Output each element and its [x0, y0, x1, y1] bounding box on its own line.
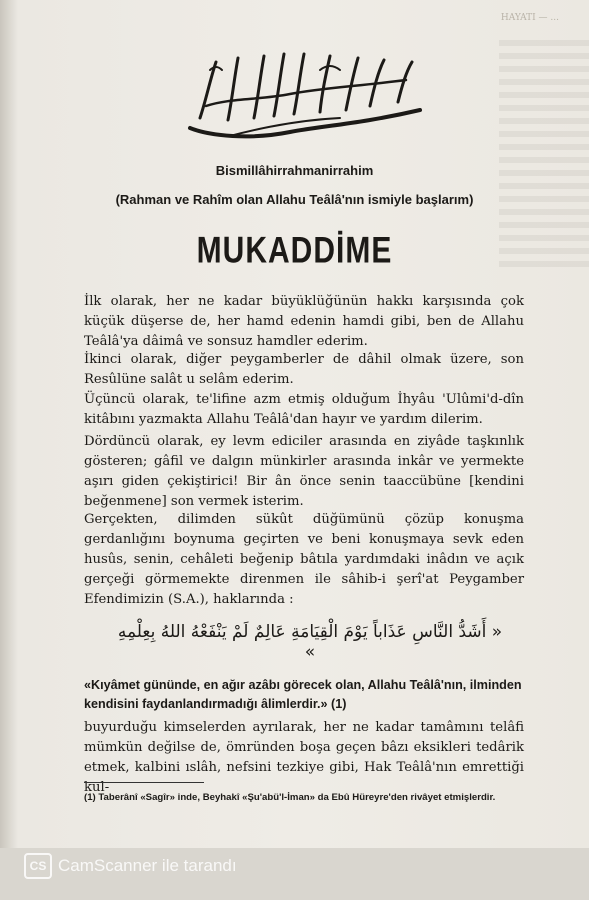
- closing-paragraph: buyurduğu kimselerden ayrılarak, her ne kadar tamâmını telâfi mümkün değilse de, ömründen boşa geçen bâzı eksikleri tedârik etmek, kalbini ıslâh, nefsini tezkiye gibi, Hak Teâlâ'nın emrettiği kul-: [84, 720, 524, 795]
- footnote-divider: [84, 782, 204, 783]
- hadith-arabic: « أَشَدُّ النَّاسِ عَذَاباً يَوْمَ الْقِيَامَةِ عَالِمٌ لَمْ يَنْفَعْهُ اللهُ بِعِلْمِهِ »: [117, 622, 503, 662]
- camscanner-watermark: [24, 852, 237, 880]
- paragraph-3: Üçüncü olarak, te'lifine azm etmiş olduğum İhyâu 'Ulûmi'd-dîn kitâbını yazmakta Allahu Teâlâ'dan hayır ve yardım dilerim.: [84, 392, 524, 427]
- paragraph-1: İlk olarak, her ne kadar büyüklüğünün hakkı karşısında çok küçük düşerse de, her hamd edenin hamdi gibi, ben de Allahu Teâlâ'ya dâimâ ve sonsuz hamdler ederim.: [84, 294, 524, 349]
- camscanner-logo-icon: CS: [24, 853, 52, 879]
- basmala-calligraphy: [170, 40, 440, 150]
- basmala-transliteration: Bismillâhirrahmanirrahim: [215, 163, 374, 178]
- footnote: (1) Taberânî «Sagîr» inde, Beyhakî «Şu'abü'l-İman» da Ebû Hüreyre'den rivâyet etmişlerdir.: [84, 792, 496, 803]
- watermark-text: CamScanner ile tarandı: [58, 856, 237, 875]
- running-head: HAYATI — ...: [500, 13, 559, 23]
- hadith-translation: «Kıyâmet gününde, en ağır azâbı görecek olan, Allahu Teâlâ'nın, ilminden kendisini faydanlandırmadığı âlimlerdir.» (1): [84, 678, 522, 711]
- paragraph-5: Gerçekten, dilimden sükût düğümünü çözüp konuşma gerdanlığını boynuma geçirten ve beni konuşmaya sevk eden husûs, senin, cehâleti beğenip bâtıla yardımdaki inâdın ve açık gerçeği görmemekte direnmen ile sâhib-i şerî'at Peygamber Efendimizin (S.A.), haklarında :: [84, 512, 524, 607]
- page-title: MUKADDİME: [196, 230, 393, 272]
- paragraph-2: İkinci olarak, diğer peygamberler de dâhil olmak üzere, son Resûlüne salât u selâm ederim.: [84, 352, 524, 387]
- paragraph-4: Dördüncü olarak, ey levm ediciler arasında en ziyâde taşkınlık gösteren; gâfil ve dalgın münkirler arasında inkâr ve yermekte aşırı giden çekiştirici! Bir ân önce senin taaccübüne [kendini beğenmene] son vermek isterim.: [84, 434, 524, 509]
- basmala-translation: (Rahman ve Rahîm olan Allahu Teâlâ'nın ismiyle başlarım): [115, 192, 474, 207]
